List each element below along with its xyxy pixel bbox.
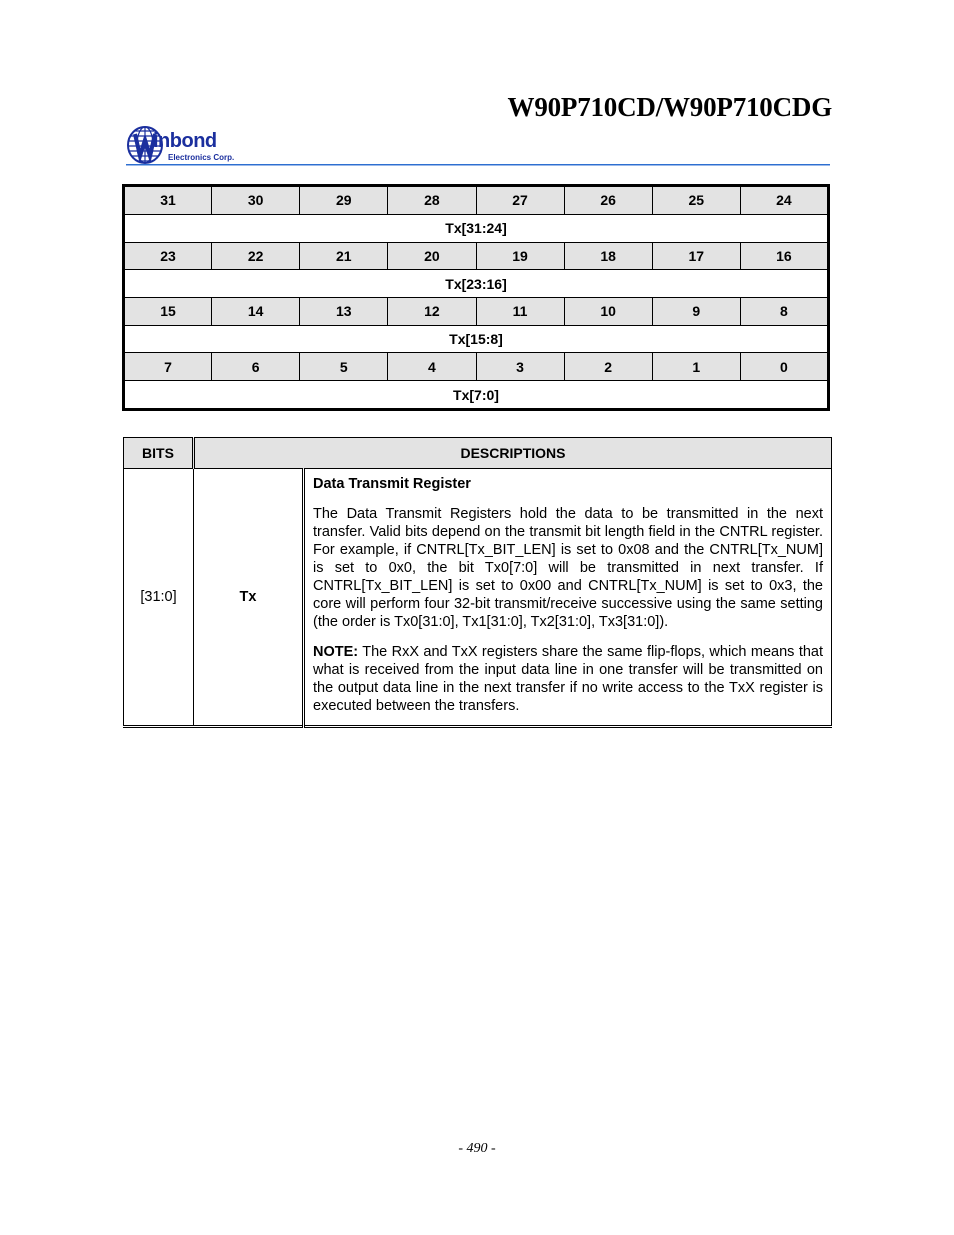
description-row (124, 469, 832, 727)
bit-number: 6 (212, 353, 300, 381)
description-paragraph: The Data Transmit Registers hold the data to be transmitted in the next transfer. Valid bits depend on the transmit bit length field in the CNTRL register. For example, if CNTRL[Tx_BIT_LEN] is set to 0x08 and the CNTRL[Tx_NUM] is set to 0x0, the bit Tx0[7:0] will be transmitted in next transfer. If CNTRL[Tx_BIT_LEN] is set to 0x00 and CNTRL[Tx_NUM] is set to 0x3, the core will perform four 32-bit transmit/receive successive using the same setting (the order is Tx0[31:0], Tx1[31:0], Tx2[31:0], Tx3[31:0]). (313, 506, 823, 630)
description-title: Data Transmit Register (313, 476, 471, 492)
document-title: W90P710CD/W90P710CDG (507, 92, 832, 122)
bits-column-header: BITS (124, 438, 194, 469)
bit-number: 28 (388, 186, 476, 215)
bit-number: 1 (652, 353, 740, 381)
bit-field-row (124, 214, 829, 242)
bit-number: 11 (476, 297, 564, 325)
bit-number-row (124, 353, 829, 381)
bit-number: 8 (740, 297, 828, 325)
bit-number-row (124, 297, 829, 325)
bit-number: 2 (564, 353, 652, 381)
bit-number: 17 (652, 242, 740, 270)
bit-number: 31 (124, 186, 212, 215)
bit-field-name: Tx[7:0] (124, 381, 829, 410)
bit-number: 12 (388, 297, 476, 325)
bit-number: 20 (388, 242, 476, 270)
bit-number: 29 (300, 186, 388, 215)
note-text: The RxX and TxX registers share the same flip-flops, which means that what is received from the input data line in one transfer will be transmitted on the output data line in the next transfer if no write access to the TxX register is executed between the transfers. (313, 644, 823, 714)
bit-description-table (123, 437, 832, 728)
bit-number: 30 (212, 186, 300, 215)
bit-number-row (124, 242, 829, 270)
bit-number: 26 (564, 186, 652, 215)
bit-number: 24 (740, 186, 828, 215)
field-description (304, 469, 832, 727)
page-number: - 490 - (458, 1141, 496, 1156)
bit-number: 7 (124, 353, 212, 381)
bit-field-name: Tx[15:8] (124, 325, 829, 353)
bit-number: 5 (300, 353, 388, 381)
bit-field-row (124, 325, 829, 353)
bit-number: 15 (124, 297, 212, 325)
header-divider (126, 164, 830, 166)
bit-number: 22 (212, 242, 300, 270)
bit-field-name: Tx[23:16] (124, 270, 829, 298)
bit-field-row (124, 270, 829, 298)
bit-number: 19 (476, 242, 564, 270)
bit-number: 0 (740, 353, 828, 381)
bit-number: 13 (300, 297, 388, 325)
bit-number: 4 (388, 353, 476, 381)
bit-number: 23 (124, 242, 212, 270)
logo-wordmark: inbond (153, 130, 217, 152)
descriptions-column-header: DESCRIPTIONS (194, 438, 832, 469)
bit-number: 16 (740, 242, 828, 270)
note-label: NOTE: (313, 644, 359, 660)
bit-number: 10 (564, 297, 652, 325)
description-note (313, 643, 823, 715)
register-bit-table (122, 184, 830, 411)
bit-number: 25 (652, 186, 740, 215)
bit-range: [31:0] (124, 469, 194, 727)
bit-number: 14 (212, 297, 300, 325)
description-header-row (124, 438, 832, 469)
bit-number: 9 (652, 297, 740, 325)
bit-field-name: Tx[31:24] (124, 214, 829, 242)
bit-field-row (124, 381, 829, 410)
bit-number-row (124, 186, 829, 215)
field-name: Tx (194, 469, 304, 727)
bit-number: 27 (476, 186, 564, 215)
logo-subtitle: Electronics Corp. (168, 153, 235, 162)
bit-number: 3 (476, 353, 564, 381)
bit-number: 18 (564, 242, 652, 270)
bit-number: 21 (300, 242, 388, 270)
winbond-logo (126, 125, 250, 167)
